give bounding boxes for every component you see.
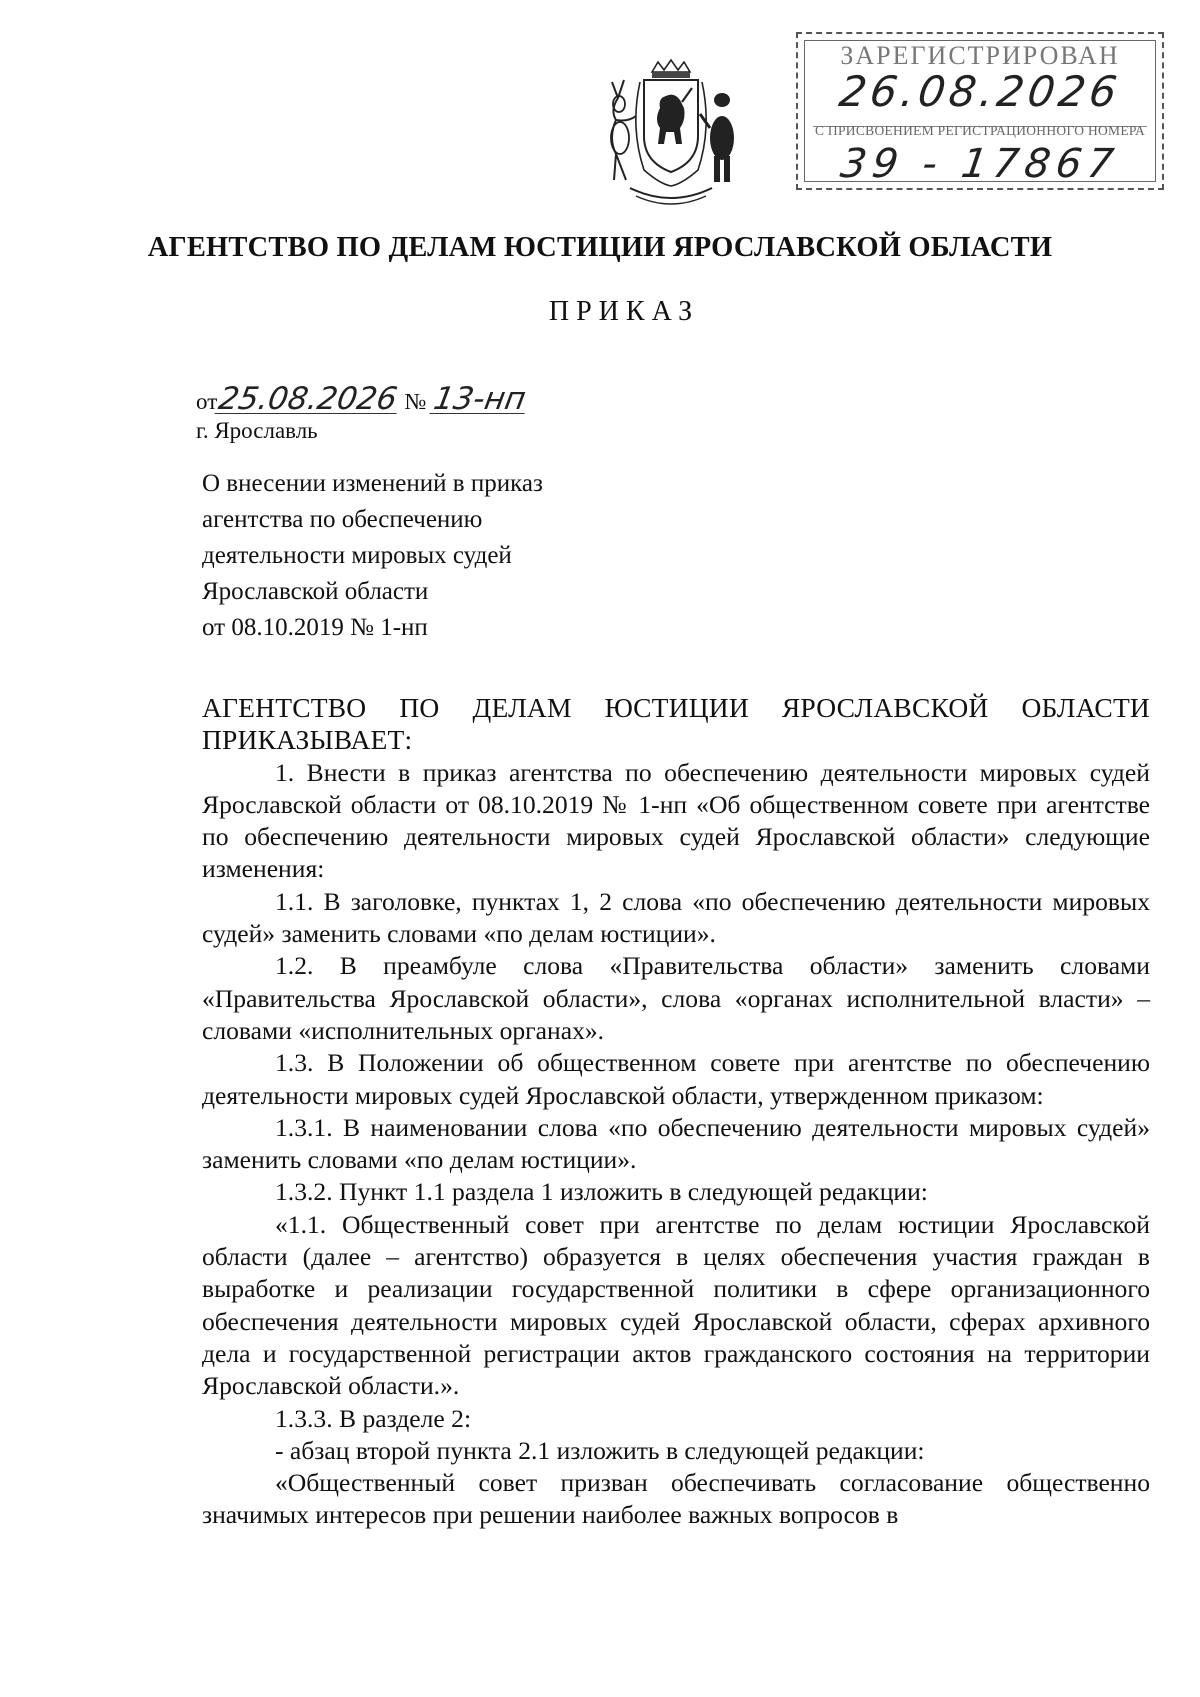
stamp-handwritten-number: 39 - 17867 [837,141,1123,187]
subject-line: деятельности мировых судей [202,542,512,569]
coat-of-arms-emblem [600,58,742,208]
order-city: г. Ярославль [196,418,318,443]
stamp-title: ЗАРЕГИСТРИРОВАН [840,41,1120,70]
order-date-handwritten: 25.08.2026 [216,381,401,417]
order-preamble: АГЕНТСТВО ПО ДЕЛАМ ЮСТИЦИИ ЯРОСЛАВСКОЙ ОБЛАСТИ ПРИКАЗЫВАЕТ: [202,692,1150,756]
subject-line: от 08.10.2019 № 1-нп [202,614,428,641]
order-subject [202,466,543,646]
body-paragraph: 1. Внести в приказ агентства по обеспечению деятельности мировых судей Ярославской области от 08.10.2019 № 1-нп «Об общественном совете при агентстве по обеспечению деятельности мировых судей Ярославской области» следующие изменения: [202,757,1150,884]
body-paragraph: «1.1. Общественный совет при агентстве по делам юстиции Ярославской области (далее – агентство) образуется в целях обеспечения участия граждан в выработке и реализации государственной политики в сфере организационного обеспечения деятельности мировых судей Ярославской области, сферах архивного дела и государственной регистрации актов гражданского состояния на территории Ярославской области.». [202,1209,1150,1401]
body-paragraph: 1.2. В преамбуле слова «Правительства области» заменить словами «Правительства Ярославской области», слова «органах исполнительной власти» – словами «исполнительных органах». [202,951,1150,1045]
body-paragraph: 1.3.1. В наименовании слова «по обеспечению деятельности мировых судей» заменить словами «по делам юстиции». [202,1112,1150,1175]
number-label: № [404,389,427,414]
registration-stamp [796,32,1164,190]
document-type-title: ПРИКАЗ [548,296,700,327]
subject-line: Ярославской области [202,578,429,605]
agency-title: АГЕНТСТВО ПО ДЕЛАМ ЮСТИЦИИ ЯРОСЛАВСКОЙ ОБЛАСТИ [147,232,1053,263]
body-paragraph: 1.1. В заголовке, пунктах 1, 2 слова «по обеспечению деятельности мировых судей» заменить словами «по делам юстиции». [202,886,1150,949]
body-paragraph: - абзац второй пункта 2.1 изложить в следующей редакции: [275,1435,925,1465]
body-paragraph: 1.3.2. Пункт 1.1 раздела 1 изложить в следующей редакции: [275,1177,928,1207]
body-paragraph: 1.3.3. В разделе 2: [275,1403,472,1433]
body-paragraph: 1.3. В Положении об общественном совете при агентстве по обеспечению деятельности мировых судей Ярославской области, утвержденном приказом: [202,1048,1150,1110]
subject-line: О внесении изменений в приказ [202,470,543,497]
order-date-line [196,381,529,417]
stamp-handwritten-date: 26.08.2026 [836,67,1124,116]
order-number-handwritten: 13-нп [431,381,529,417]
stamp-inner-frame [804,40,1156,187]
order-body [202,692,1150,1532]
body-paragraph: «Общественный совет призван обеспечивать согласование общественно значимых интересов при решении наиболее важных вопросов в [202,1468,1150,1530]
from-label: от [196,389,218,414]
stamp-subtitle: С ПРИСВОЕНИЕМ РЕГИСТРАЦИОННОГО НОМЕРА [814,123,1146,138]
subject-line: агентства по обеспечению [202,506,483,533]
